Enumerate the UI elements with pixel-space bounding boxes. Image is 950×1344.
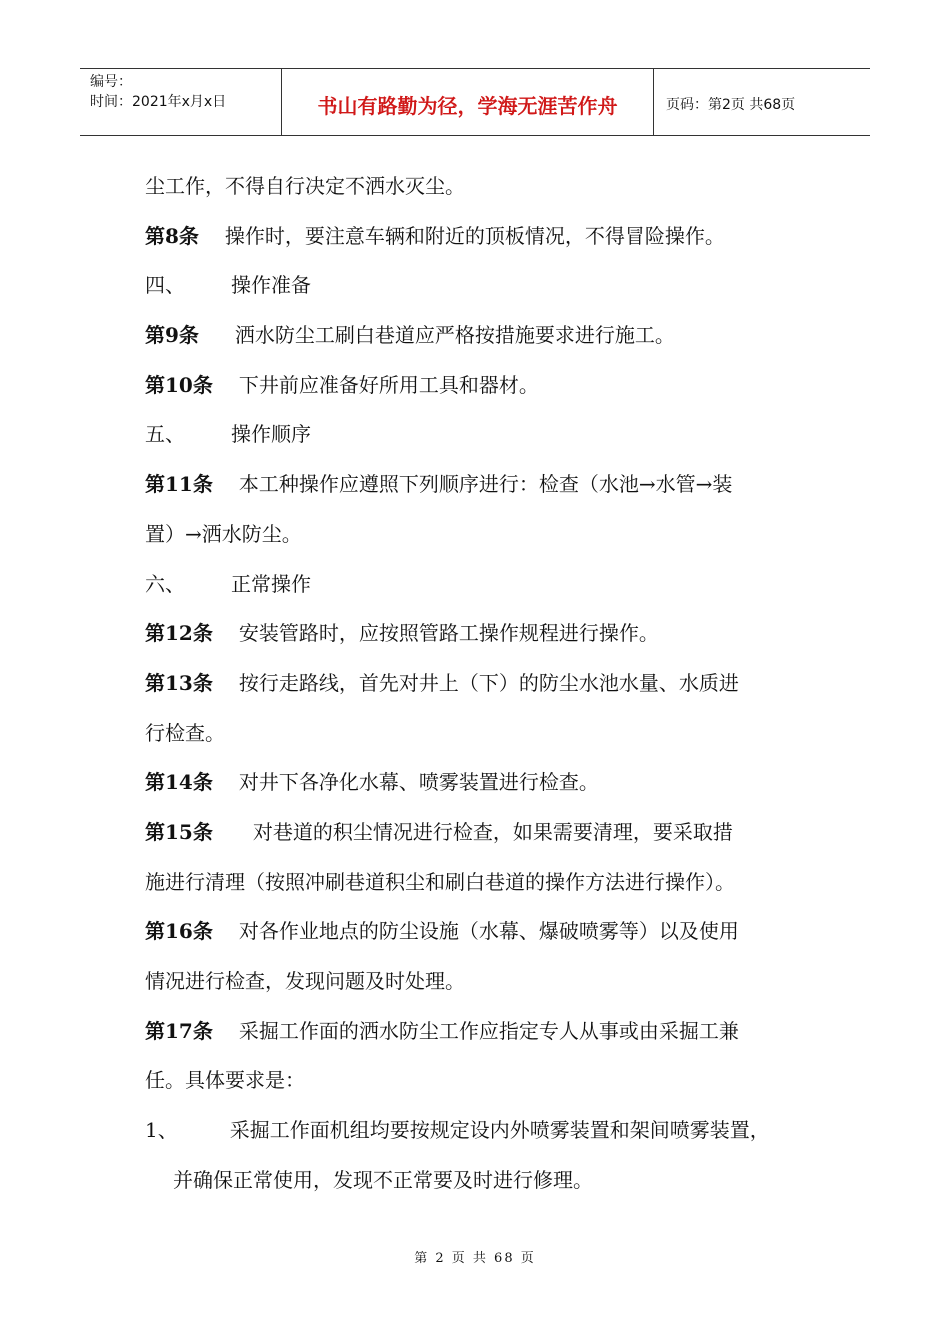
article-text: 对井下各净化水幕、喷雾装置进行检查。	[238, 770, 599, 795]
page-header	[80, 68, 870, 136]
article-text: 操作时，要注意车辆和附近的顶板情况，不得冒险操作。	[224, 223, 725, 248]
text-line	[145, 957, 825, 1007]
article-line	[145, 1007, 825, 1057]
line-text: 并确保正常使用，发现不正常要及时进行修理。	[173, 1167, 593, 1192]
article-line	[145, 808, 825, 858]
line-text: 置）→洒水防尘。	[145, 521, 302, 546]
text-line	[145, 858, 825, 908]
section-heading	[145, 261, 825, 311]
section-number: 五、	[145, 422, 185, 447]
text-line	[145, 510, 825, 560]
article-text: 洒水防尘工刷白巷道应严格按措施要求进行施工。	[234, 323, 675, 348]
list-item-number: 1、	[145, 1118, 178, 1143]
article-number: 第13条	[145, 670, 213, 695]
document-number-label: 编号：	[90, 74, 132, 90]
text-line	[145, 162, 825, 212]
text-line	[145, 1156, 825, 1206]
article-text: 安装管路时，应按照管路工操作规程进行操作。	[238, 621, 659, 646]
article-line	[145, 361, 825, 411]
article-line	[145, 609, 825, 659]
article-text: 对巷道的积尘情况进行检查，如果需要清理，要采取措	[252, 819, 733, 844]
text-line	[145, 709, 825, 759]
article-line	[145, 659, 825, 709]
article-line	[145, 460, 825, 510]
line-text: 行检查。	[145, 720, 225, 745]
section-title: 正常操作	[231, 571, 311, 596]
line-text: 施进行清理（按照冲刷巷道积尘和刷白巷道的操作方法进行操作）。	[145, 869, 735, 894]
document-body	[145, 162, 825, 1205]
section-number: 四、	[145, 273, 185, 298]
line-text: 任。具体要求是：	[145, 1068, 305, 1093]
document-date-label: 时间：2021年x月x日	[90, 94, 227, 110]
article-number: 第9条	[145, 323, 199, 348]
article-number: 第10条	[145, 372, 213, 397]
article-line	[145, 212, 825, 262]
list-item	[145, 1106, 825, 1156]
line-text: 情况进行检查，发现问题及时处理。	[145, 969, 465, 993]
header-motto: 书山有路勤为径，学海无涯苦作舟	[282, 69, 654, 135]
section-title: 操作顺序	[231, 422, 311, 447]
list-item-text: 采掘工作面机组均要按规定设内外喷雾装置和架间喷雾装置，	[229, 1118, 770, 1143]
section-heading	[145, 410, 825, 460]
article-number: 第11条	[145, 472, 213, 497]
article-text: 本工种操作应遵照下列顺序进行：检查（水池→水管→装	[238, 472, 733, 497]
page-footer: 第 2 页 共 68 页	[414, 1251, 536, 1266]
header-page-number: 页码：第2页 共68页	[666, 97, 796, 113]
article-line	[145, 907, 825, 957]
text-line	[145, 1056, 825, 1106]
article-text: 下井前应准备好所用工具和器材。	[238, 372, 539, 397]
article-number: 第17条	[145, 1018, 213, 1043]
header-meta	[80, 69, 282, 135]
article-line	[145, 311, 825, 361]
section-title: 操作准备	[231, 273, 311, 298]
article-text: 按行走路线，首先对井上（下）的防尘水池水量、水质进	[238, 670, 739, 695]
article-number: 第14条	[145, 770, 213, 795]
line-text: 尘工作，不得自行决定不洒水灭尘。	[145, 174, 465, 198]
article-number: 第15条	[145, 819, 213, 844]
section-number: 六、	[145, 571, 185, 596]
article-text: 采掘工作面的洒水防尘工作应指定专人从事或由采掘工兼	[238, 1018, 739, 1043]
section-heading	[145, 560, 825, 610]
article-text: 对各作业地点的防尘设施（水幕、爆破喷雾等）以及使用	[238, 919, 739, 944]
article-number: 第16条	[145, 919, 213, 944]
article-line	[145, 758, 825, 808]
article-number: 第12条	[145, 621, 213, 646]
article-number: 第8条	[145, 223, 199, 248]
